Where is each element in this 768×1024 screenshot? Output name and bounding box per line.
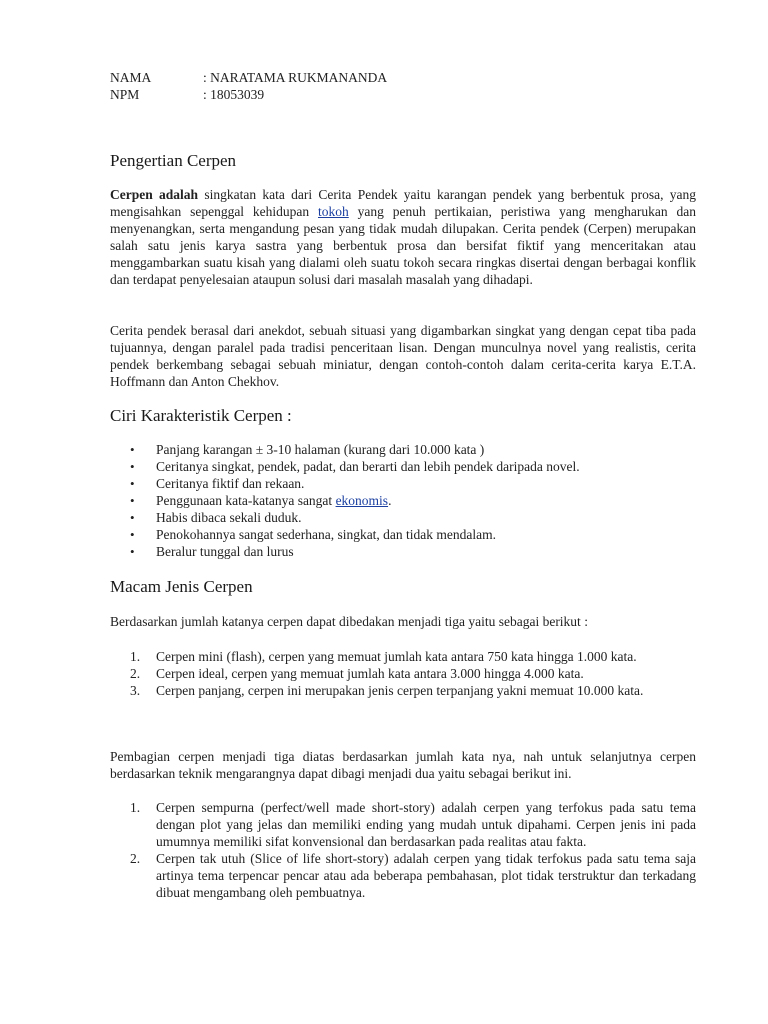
npm-label: NPM [110,87,140,102]
item-text: Cerpen tak utuh (Slice of life short-story) adalah cerpen yang tidak terfokus pada satu tema saja artinya tema terpencar pencar atau ada beberapa pembahasan, plot tidak terstruktur dan terkadang dibuat mengambang oleh pembuatnya. [156,851,696,900]
section-title-ciri: Ciri Karakteristik Cerpen : [110,406,292,425]
item-text: Cerpen panjang, cerpen ini merupakan jenis cerpen terpanjang yakni memuat 10.000 kata. [156,683,644,698]
list-item: • Beralur tunggal dan lurus [110,543,696,560]
characteristics-list [110,441,696,560]
item-text: Penggunaan kata-katanya sangat [156,493,336,508]
paragraph-origin: Cerita pendek berasal dari anekdot, sebuah situasi yang digambarkan singkat yang dengan cepat tiba pada tujuannya, dengan paralel pada tradisi penceritaan lisan. Dengan munculnya novel yang realistis, cerita pendek berkembang sebagai sebuah miniatur, dengan contoh-contoh dalam cerita-cerita karya E.T.A. Hoffmann dan Anton Chekhov. [110,323,696,389]
section-title-pengertian: Pengertian Cerpen [110,151,237,170]
definition-text-b: yang penuh pertikaian, peristiwa yang mengharukan dan menyenangkan, serta mengandung pesan yang tidak mudah dilupakan. Cerita pendek (Cerpen) merupakan salah satu jenis karya sastra yang berbentuk prosa dan bersifat fiktif yang menceritakan atau menggambarkan suatu kisah yang dialami oleh suatu tokoh secara ringkas disertai dengan berbagai konflik dan terdapat penyelesaian ataupun solusi dari masalah masalah yang dihadapi. [110,204,696,287]
list-item [110,682,696,699]
paragraph-definition [110,186,696,288]
list-item [110,799,696,850]
list-item: • Habis dibaca sekali duduk. [110,509,696,526]
definition-text-a: singkatan kata dari Cerita Pendek yaitu karangan pendek yang berbentuk prosa, yang mengisahkan sepenggal kehidupan [110,187,697,219]
name-value: : NARATAMA RUKMANANDA [203,70,388,85]
link-ekonomis[interactable]: ekonomis [335,493,389,508]
item-number: 2. [130,666,141,681]
list-item [110,492,696,509]
item-text: Cerpen mini (flash), cerpen yang memuat jumlah kata antara 750 kata hingga 1.000 kata. [156,649,637,664]
paragraph-technique: Pembagian cerpen menjadi tiga diatas berdasarkan jumlah kata nya, nah untuk selanjutnya cerpen berdasarkan teknik mengarangnya dapat dibagi menjadi dua yaitu sebagai berikut ini. [110,749,696,781]
name-label: NAMA [110,70,152,85]
list-item: • Ceritanya fiktif dan rekaan. [110,475,696,492]
word-count-types-list [110,648,696,699]
name-row [110,69,696,86]
npm-row [110,86,696,103]
list-item: • Ceritanya singkat, pendek, padat, dan berarti dan lebih pendek daripada novel. [110,458,696,475]
item-text: Cerpen sempurna (perfect/well made short-story) adalah cerpen yang terfokus pada satu tema dengan plot yang jelas dan memiliki ending yang mudah untuk dipahami. Cerpen jenis ini pada umumnya memiliki sifat konvensional dan berdasarkan pada realitas atau fakta. [156,800,696,849]
list-item [110,850,696,901]
link-tokoh[interactable]: tokoh [318,204,349,219]
section-title-macam: Macam Jenis Cerpen [110,577,253,596]
technique-types-list [110,799,696,901]
item-text: Cerpen ideal, cerpen yang memuat jumlah kata antara 3.000 hingga 4.000 kata. [156,666,584,681]
definition-bold-lead: Cerpen adalah [110,187,199,202]
list-item: • Panjang karangan ± 3-10 halaman (kurang dari 10.000 kata ) [110,441,696,458]
list-item: • Penokohannya sangat sederhana, singkat, dan tidak mendalam. [110,526,696,543]
item-number: 3. [130,683,141,698]
student-info [110,69,696,103]
list-item [110,648,696,665]
item-number: 1. [130,649,141,664]
item-number: 1. [130,800,141,815]
item-end: . [388,493,392,508]
list-item [110,665,696,682]
item-number: 2. [130,851,141,866]
npm-value: : 18053039 [203,87,265,102]
paragraph-intro: Berdasarkan jumlah katanya cerpen dapat dibedakan menjadi tiga yaitu sebagai berikut : [110,614,588,629]
